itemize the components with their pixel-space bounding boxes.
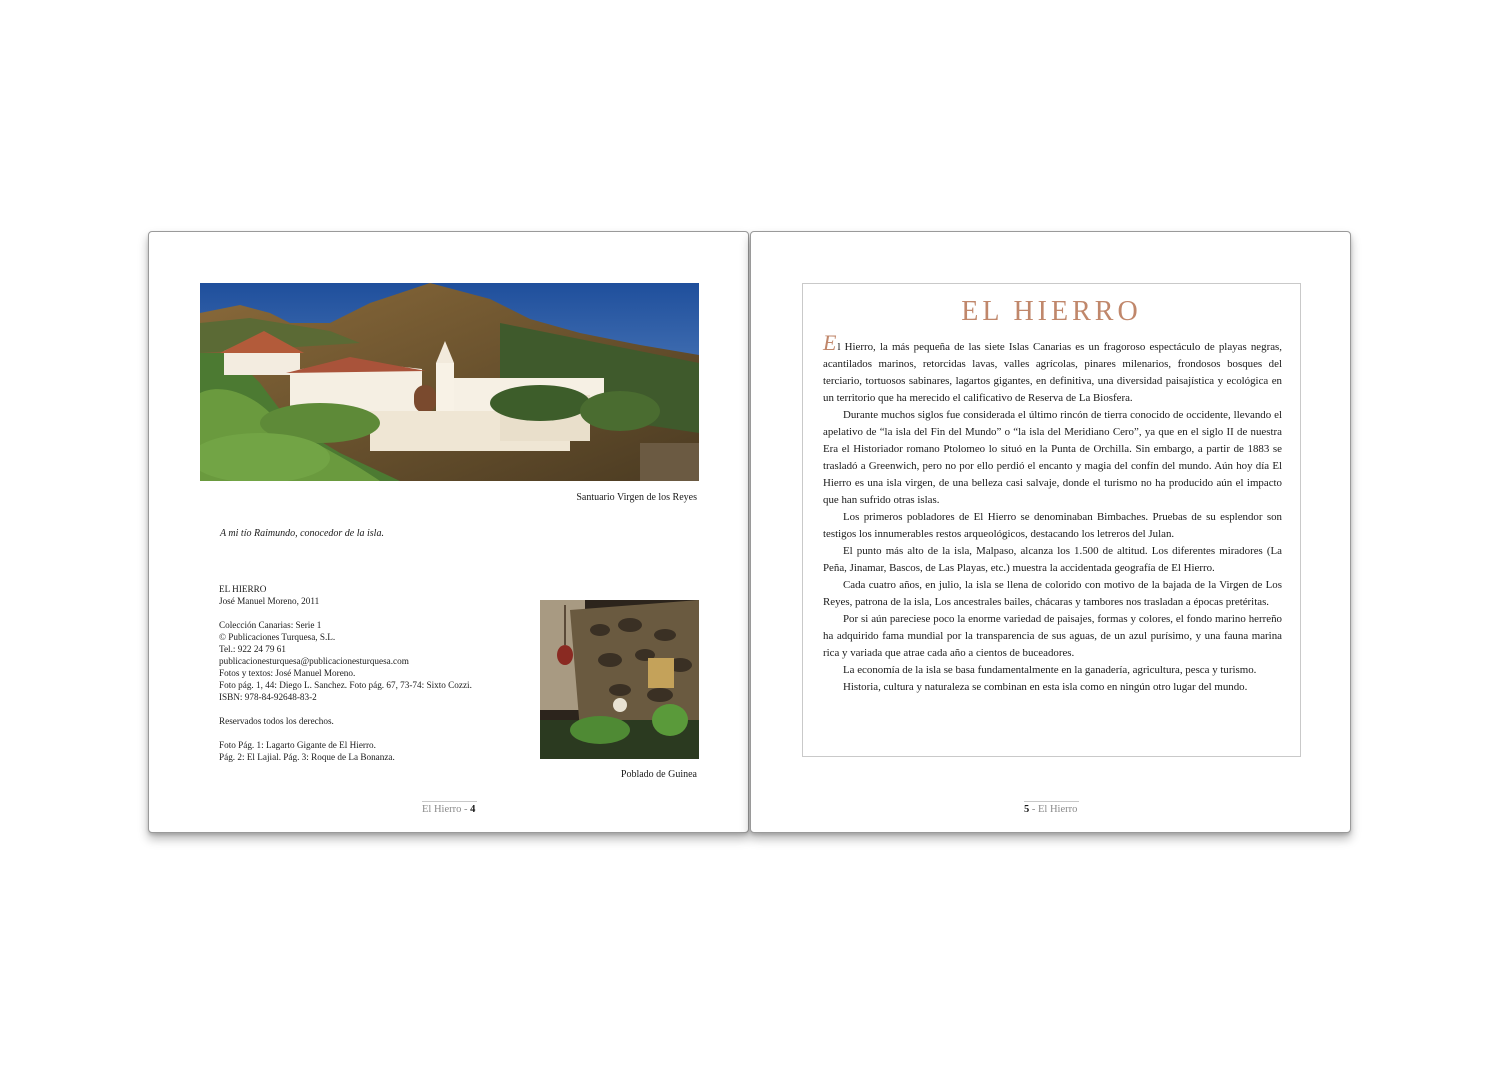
paragraph: Durante muchos siglos fue considerada el último rincón de tierra conocido de occidente, llevando el apelativo de “la isla del Fin del Mundo” o “la isla del Meridiano Cero”, ya que en el siglo II de nuestra Era el Historiador romano Ptolomeo lo situó en la Punta de Orchilla. Sin embargo, a partir de 1883 se trasladó a Greenwich, pero no por ello perdió el encanto y magia del confín del mundo. Aún hoy día El Hierro es una isla virgen, de una belleza casi salvaje, donde el turismo no ha producido aún el impacto que han sufrido otras islas. <box>823 409 1282 506</box>
credits-line: Colección Canarias: Serie 1 <box>219 620 322 630</box>
paragraph: El Hierro, la más pequeña de las siete Islas Canarias es un fragoroso espectáculo de playas negras, acantilados marinos, retorcidas lavas, valles agrícolas, pinares milenarios, frondosos bosques del terciario, tortuosos sabinares, lagartos gigantes, en definitiva, una diversidad paisajística y ecológica en un territorio que ha merecido el calificativo de Reserva de La Biosfera. <box>823 330 1282 404</box>
credits-line: Tel.: 922 24 79 61 <box>219 644 286 654</box>
dedication-text: A mi tío Raimundo, conocedor de la isla. <box>220 528 384 539</box>
folio-separator: - <box>1029 804 1038 815</box>
credits-line: Foto Pág. 1: Lagarto Gigante de El Hierro. <box>219 740 376 750</box>
left-page <box>148 231 749 833</box>
page-folio-right <box>1024 804 1077 815</box>
credits-isbn: ISBN: 978-84-92648-83-2 <box>219 692 317 702</box>
paragraph: La economía de la isla se basa fundamentalmente en la ganadería, agricultura, pesca y turismo. <box>843 664 1257 676</box>
paragraph: Historia, cultura y naturaleza se combinan en esta isla como en ningún otro lugar del mundo. <box>843 681 1248 693</box>
photo-caption-santuario: Santuario Virgen de los Reyes <box>576 492 697 503</box>
page-number: 4 <box>470 804 476 815</box>
poblado-photo <box>540 600 699 759</box>
page-folio-left <box>422 804 475 815</box>
body-text <box>823 330 1282 696</box>
photo-caption-poblado: Poblado de Guinea <box>620 769 697 780</box>
paragraph: Cada cuatro años, en julio, la isla se llena de colorido con motivo de la bajada de la Virgen de Los Reyes, patrona de la isla, Los ancestrales bailes, chácaras y tambores nos trasladan a épocas pretéritas. <box>823 579 1282 608</box>
folio-title: El Hierro <box>422 804 462 815</box>
credits-block <box>219 583 519 763</box>
right-page <box>750 231 1351 833</box>
text-frame <box>802 283 1301 757</box>
credits-line: EL HIERRO <box>219 584 267 594</box>
chapter-heading: EL HIERRO <box>961 296 1142 327</box>
page-number: 5 <box>1024 804 1030 815</box>
paragraph: Los primeros pobladores de El Hierro se denominaban Bimbaches. Pruebas de su esplendor son testigos los innumerables restos arqueológicos, destacando los letreros del Julan. <box>823 511 1282 540</box>
drop-cap: E <box>823 330 837 355</box>
santuario-photo <box>200 283 699 481</box>
paragraph: El punto más alto de la isla, Malpaso, alcanza los 1.500 de altitud. Los diferentes miradores (La Peña, Jinamar, Bascos, de Las Playas, etc.) muestra la accidentada geografía de El Hierro. <box>823 545 1282 574</box>
credits-line: © Publicaciones Turquesa, S.L. <box>219 632 336 642</box>
paragraph: Por si aún pareciese poco la enorme variedad de paisajes, formas y colores, el fondo marino herreño ha adquirido fama mundial por la transparencia de sus aguas, de un azul purísimo, y una fauna marina rica y variada que atrae cada año a cientos de buceadores. <box>823 613 1282 659</box>
credits-line: Pág. 2: El Lajial. Pág. 3: Roque de La Bonanza. <box>219 752 395 762</box>
book-spread <box>148 231 1353 833</box>
credits-line: José Manuel Moreno, 2011 <box>219 596 320 606</box>
credits-line: Foto pág. 1, 44: Diego L. Sanchez. Foto pág. 67, 73-74: Sixto Cozzi. <box>219 680 472 690</box>
folio-separator: - <box>461 804 471 815</box>
credits-email: publicacionesturquesa@publicacionesturquesa.com <box>219 656 409 666</box>
credits-line: Reservados todos los derechos. <box>219 716 334 726</box>
folio-title: El Hierro <box>1038 804 1078 815</box>
credits-line: Fotos y textos: José Manuel Moreno. <box>219 668 356 678</box>
